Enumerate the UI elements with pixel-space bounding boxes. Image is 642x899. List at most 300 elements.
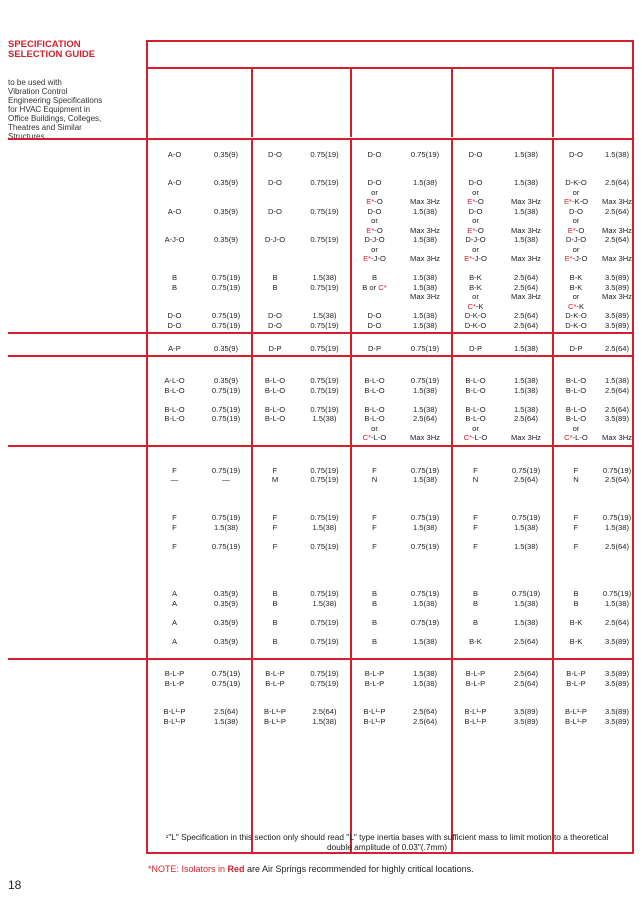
note-suffix: are Air Springs recommended for highly critical locations. (244, 864, 474, 874)
isolation-deflection: 1.5(38) (513, 343, 539, 353)
isolation-deflection: 3.5(89) (604, 414, 630, 423)
isolation-spec: A-P (168, 343, 181, 353)
column-divider (451, 138, 453, 854)
isolation-deflection: 2.5(64) (513, 320, 539, 330)
guide-desc-line: Theatres and Similar (8, 123, 82, 132)
isolation-spec: D-O (167, 320, 182, 330)
isolation-deflection: 0.75(19) (310, 617, 339, 627)
isolation-spec: D-P (268, 343, 282, 353)
isolation-spec: D-O (367, 149, 382, 159)
isolation-spec: D-O (268, 311, 282, 320)
isolation-spec: B-K (569, 636, 583, 646)
isolation-deflection: 1.5(38) (412, 598, 438, 608)
isolation-deflection: 1.5(38) (312, 716, 337, 726)
isolation-deflection: 0.75(19) (211, 311, 241, 320)
air-spring-mark: C* (463, 433, 473, 442)
isolation-spec: B-L-O (465, 385, 486, 395)
isolation-deflection: 1.5(38) (513, 178, 539, 187)
isolation-spec: D-O (167, 311, 182, 320)
isolation-deflection: 1.5(38) (412, 311, 438, 320)
isolation-deflection: 0.35(9) (213, 343, 239, 353)
isolation-deflection: 0.75(19) (602, 465, 632, 475)
isolation-deflection: 2.5(64) (412, 414, 438, 423)
isolation-spec: B (371, 598, 378, 608)
isolation-spec: D-O (468, 149, 483, 159)
isolation-deflection: Max 3Hz (602, 254, 632, 263)
isolation-spec: B (371, 636, 378, 646)
isolation-spec: B (371, 589, 378, 598)
isolation-spec: — (170, 475, 179, 484)
isolation-deflection: 1.5(38) (412, 636, 438, 646)
isolation-deflection: 1.5(38) (412, 404, 438, 414)
isolation-spec: D-K-O (565, 178, 587, 187)
isolation-deflection: 0.75(19) (310, 320, 339, 330)
isolation-spec: B-K (469, 273, 482, 282)
guide-title-line1: SPECIFICATION (8, 39, 81, 50)
column-divider (350, 67, 352, 137)
isolation-spec: C*-L-O (463, 433, 488, 442)
isolation-deflection: Max 3Hz (511, 433, 541, 442)
isolation-deflection: 0.75(19) (310, 669, 339, 678)
column-divider (451, 67, 453, 137)
isolation-spec: D-O (268, 206, 282, 216)
isolation-spec: B (371, 617, 378, 627)
isolation-deflection: 0.35(9) (213, 636, 239, 646)
isolation-spec: E*-O (467, 225, 484, 235)
isolation-deflection: 0.75(19) (211, 320, 241, 330)
isolation-deflection: 1.5(38) (513, 149, 539, 159)
isolation-deflection: 0.75(19) (211, 669, 241, 678)
isolation-deflection: 0.75(19) (410, 513, 440, 522)
isolation-deflection: 0.75(19) (310, 589, 339, 598)
air-spring-mark: E* (564, 254, 573, 263)
isolation-spec: D-O (268, 320, 282, 330)
isolation-deflection: 2.5(64) (604, 343, 630, 353)
isolation-spec: F (372, 513, 377, 522)
isolation-spec: E*-J-O (363, 254, 386, 263)
isolation-spec: B-L¹-P (565, 707, 587, 716)
isolation-spec: D-J-O (264, 235, 286, 244)
isolation-deflection: 0.35(9) (213, 598, 239, 608)
row-divider (8, 355, 634, 357)
isolation-spec: or (371, 423, 378, 433)
isolation-deflection: 0.75(19) (410, 617, 440, 627)
air-spring-mark: E* (363, 254, 372, 263)
isolation-spec: or (371, 216, 378, 225)
isolation-deflection: 1.5(38) (412, 235, 438, 244)
isolation-spec: B-K (469, 282, 482, 292)
isolation-deflection: 0.75(19) (410, 465, 440, 475)
isolation-spec: C*-K (567, 301, 585, 311)
isolation-spec: B-L-P (265, 678, 285, 688)
isolation-spec: or (572, 292, 580, 301)
isolation-deflection: 1.5(38) (412, 273, 438, 282)
isolation-deflection: Max 3Hz (602, 292, 632, 301)
isolation-spec: F (272, 522, 278, 532)
isolation-spec: F (372, 465, 377, 475)
isolation-deflection: 1.5(38) (513, 376, 539, 385)
isolation-spec: or (572, 423, 580, 433)
air-spring-mark: C* (467, 301, 476, 311)
isolation-spec: B-L-P (164, 678, 185, 688)
footnote: ¹"L" Specification in this section only should read "L" type inertia bases with sufficient mass to limit motion to a theoretical double amplitude of 0.03"(.7mm) (165, 832, 609, 852)
isolation-deflection: 3.5(89) (604, 273, 630, 282)
isolation-deflection: 2.5(64) (604, 235, 630, 244)
isolation-deflection: 2.5(64) (513, 273, 539, 282)
criteria-table (8, 40, 634, 854)
isolation-deflection: 0.75(19) (410, 589, 440, 598)
isolation-deflection: 3.5(89) (604, 716, 630, 726)
isolation-deflection: Max 3Hz (511, 292, 541, 301)
isolation-deflection: 1.5(38) (213, 522, 239, 532)
isolation-spec: B (272, 636, 278, 646)
isolation-spec: B-L-O (164, 385, 185, 395)
isolation-spec: B-L-O (164, 414, 185, 423)
isolation-spec: A (171, 589, 178, 598)
isolation-spec: B-L¹-P (163, 716, 186, 726)
isolation-spec: A-O (167, 178, 182, 187)
isolation-deflection: 1.5(38) (412, 282, 438, 292)
isolation-deflection: 1.5(38) (412, 522, 438, 532)
isolation-spec: B (472, 617, 479, 627)
isolation-deflection: 0.75(19) (310, 282, 339, 292)
isolation-deflection: 1.5(38) (604, 376, 630, 385)
isolation-spec: B-L-P (465, 678, 486, 688)
isolation-deflection: 0.35(9) (213, 376, 239, 385)
isolation-spec: A (171, 636, 178, 646)
isolation-deflection: 2.5(64) (513, 678, 539, 688)
isolation-spec: F (473, 465, 478, 475)
isolation-deflection: 3.5(89) (604, 282, 630, 292)
isolation-spec: C*-L-O (564, 433, 588, 442)
isolation-spec: or (572, 187, 580, 197)
note-prefix: *NOTE: Isolators in (148, 864, 228, 874)
isolation-deflection: 0.75(19) (211, 404, 241, 414)
isolation-spec: D-K-O (464, 320, 487, 330)
isolation-deflection: 0.75(19) (310, 385, 339, 395)
isolation-deflection: Max 3Hz (410, 197, 440, 206)
isolation-deflection: 0.75(19) (310, 513, 339, 522)
isolation-deflection: Max 3Hz (410, 225, 440, 235)
air-spring-mark: E* (567, 225, 576, 235)
isolation-spec: B (272, 598, 278, 608)
isolation-spec: D-K-O (565, 311, 587, 320)
isolation-spec: B-K (569, 282, 583, 292)
isolation-spec: F (473, 513, 478, 522)
isolation-deflection: 0.35(9) (213, 178, 239, 187)
isolation-deflection: 1.5(38) (513, 522, 539, 532)
isolation-spec: B-L-O (565, 376, 587, 385)
isolation-deflection: Max 3Hz (602, 433, 632, 442)
isolation-deflection: 0.75(19) (410, 343, 440, 353)
isolation-spec: B-L-P (164, 669, 185, 678)
isolation-spec: or (472, 216, 479, 225)
isolation-spec: D-O (569, 149, 583, 159)
isolation-deflection: 2.5(64) (604, 617, 630, 627)
isolation-spec: B-L-P (566, 669, 586, 678)
isolation-deflection: Max 3Hz (511, 197, 541, 206)
row-divider (148, 67, 634, 69)
isolation-deflection: 2.5(64) (513, 282, 539, 292)
isolation-spec: B (272, 617, 278, 627)
isolation-deflection: 0.75(19) (410, 541, 440, 551)
isolation-spec: B (472, 589, 479, 598)
isolation-spec: D-O (268, 149, 282, 159)
isolation-spec: or (472, 187, 479, 197)
isolation-deflection: 0.75(19) (211, 541, 241, 551)
isolation-deflection: 2.5(64) (312, 707, 337, 716)
isolation-spec: B-L¹-P (565, 716, 587, 726)
isolation-deflection: 1.5(38) (604, 149, 630, 159)
isolation-spec: A-J-O (164, 235, 185, 244)
isolation-spec: F (573, 513, 579, 522)
isolation-deflection: 0.75(19) (211, 282, 241, 292)
isolation-spec: F (573, 541, 579, 551)
isolation-spec: D-P (367, 343, 382, 353)
isolation-spec: B-L-O (364, 414, 385, 423)
isolation-spec: F (272, 541, 278, 551)
isolation-spec: E*-O (366, 197, 383, 206)
column-divider (552, 67, 554, 137)
row-divider (8, 445, 634, 447)
isolation-deflection: 0.75(19) (602, 513, 632, 522)
isolation-deflection: 0.75(19) (310, 343, 339, 353)
isolation-deflection: 2.5(64) (412, 707, 438, 716)
isolation-spec: D-J-O (364, 235, 385, 244)
isolation-spec: D-O (367, 178, 382, 187)
isolation-deflection: 3.5(89) (604, 636, 630, 646)
isolation-spec: F (573, 522, 579, 532)
isolation-deflection: 0.75(19) (310, 465, 339, 475)
isolation-spec: B-L¹-P (363, 707, 386, 716)
isolation-spec: F (172, 465, 177, 475)
isolation-deflection: 0.75(19) (410, 376, 440, 385)
isolation-deflection: 0.75(19) (511, 465, 541, 475)
isolation-spec: B-L-O (565, 404, 587, 414)
isolation-spec: B-L-O (264, 414, 286, 423)
isolation-deflection: 1.5(38) (312, 522, 337, 532)
isolation-deflection: 0.35(9) (213, 149, 239, 159)
isolation-deflection: 0.75(19) (310, 235, 339, 244)
isolation-deflection: 1.5(38) (412, 178, 438, 187)
isolation-deflection: 3.5(89) (604, 311, 630, 320)
isolation-deflection: 2.5(64) (604, 404, 630, 414)
isolation-spec: D-K-O (464, 311, 487, 320)
isolation-spec: C*-K (467, 301, 484, 311)
isolation-spec: B-L-O (465, 376, 486, 385)
isolation-deflection: 0.75(19) (511, 589, 541, 598)
isolation-deflection: 1.5(38) (513, 206, 539, 216)
guide-desc-line: Vibration Control (8, 87, 68, 96)
isolation-spec: B-L-P (265, 669, 285, 678)
isolation-spec: D-O (367, 311, 382, 320)
isolation-spec: B-L-O (164, 404, 185, 414)
isolation-deflection: 0.35(9) (213, 617, 239, 627)
air-spring-mark: E* (467, 225, 476, 235)
isolation-spec: B-L¹-P (464, 716, 487, 726)
isolation-deflection: 1.5(38) (412, 385, 438, 395)
isolation-spec: A-O (167, 206, 182, 216)
isolation-spec: D-P (569, 343, 583, 353)
isolation-deflection: 1.5(38) (513, 385, 539, 395)
isolation-spec: B (171, 282, 178, 292)
isolation-deflection: 0.75(19) (310, 178, 339, 187)
air-spring-mark: C* (378, 282, 387, 292)
isolation-deflection: 2.5(64) (412, 716, 438, 726)
isolation-spec: B (371, 273, 378, 282)
isolation-spec: B-K (469, 636, 482, 646)
isolation-spec: A (171, 617, 178, 627)
isolation-deflection: 1.5(38) (513, 617, 539, 627)
table-frame (146, 40, 634, 854)
isolation-deflection: 1.5(38) (604, 522, 630, 532)
isolation-spec: A-L-O (164, 376, 185, 385)
isolation-spec: D-O (569, 206, 583, 216)
isolation-spec: E*-K-O (563, 197, 589, 206)
isolation-deflection: 0.75(19) (310, 376, 339, 385)
isolation-deflection: 2.5(64) (513, 311, 539, 320)
isolation-deflection: 1.5(38) (513, 598, 539, 608)
isolation-spec: or (472, 292, 479, 301)
isolation-spec: B-L-P (465, 669, 486, 678)
isolation-spec: D-K-O (565, 320, 587, 330)
isolation-deflection: 2.5(64) (604, 385, 630, 395)
isolation-spec: D-O (268, 178, 282, 187)
isolation-deflection: 1.5(38) (312, 414, 337, 423)
isolation-deflection: 2.5(64) (213, 707, 239, 716)
isolation-deflection: 3.5(89) (513, 707, 539, 716)
isolation-spec: F (172, 513, 177, 522)
isolation-spec: or (371, 187, 378, 197)
isolation-deflection: 0.75(19) (310, 541, 339, 551)
isolation-spec: B-L-O (364, 385, 385, 395)
isolation-spec: N (371, 475, 378, 484)
isolation-deflection: 0.75(19) (310, 404, 339, 414)
isolation-spec: B-L¹-P (464, 707, 487, 716)
isolation-spec: or (572, 244, 580, 254)
isolation-deflection: 3.5(89) (604, 707, 630, 716)
isolation-deflection: 2.5(64) (513, 669, 539, 678)
isolation-deflection: 1.5(38) (513, 404, 539, 414)
isolation-spec: E*-O (366, 225, 383, 235)
air-spring-mark: E* (366, 225, 375, 235)
isolation-deflection: 0.75(19) (211, 414, 241, 423)
air-spring-mark: E* (467, 197, 476, 206)
isolation-spec: N (573, 475, 579, 484)
isolation-deflection: 3.5(89) (604, 320, 630, 330)
isolation-deflection: 0.35(9) (213, 235, 239, 244)
isolation-deflection: 0.75(19) (410, 149, 440, 159)
isolation-deflection: 2.5(64) (604, 475, 630, 484)
isolation-spec: E*-J-O (464, 254, 487, 263)
isolation-deflection: Max 3Hz (602, 225, 632, 235)
isolation-spec: F (372, 541, 377, 551)
isolation-deflection: 1.5(38) (412, 669, 438, 678)
isolation-spec: B-L-O (565, 414, 587, 423)
isolation-spec: F (573, 465, 579, 475)
isolation-spec: F (372, 522, 377, 532)
isolation-spec: F (272, 465, 278, 475)
isolation-spec: B or C* (362, 282, 387, 292)
isolation-spec: or (472, 244, 479, 254)
column-divider (552, 138, 554, 854)
isolation-deflection: 0.75(19) (310, 149, 339, 159)
isolation-spec: E*-O (467, 197, 484, 206)
isolation-deflection: 0.75(19) (511, 513, 541, 522)
isolation-spec: N (472, 475, 479, 484)
isolation-deflection: 0.75(19) (310, 206, 339, 216)
isolation-spec: A (171, 598, 178, 608)
isolation-deflection: 1.5(38) (312, 311, 337, 320)
isolation-deflection: Max 3Hz (511, 225, 541, 235)
isolation-deflection: 1.5(38) (412, 320, 438, 330)
isolation-spec: D-O (367, 320, 382, 330)
page-number: 18 (8, 878, 22, 892)
isolation-deflection: — (222, 475, 230, 484)
isolation-spec: A-O (167, 149, 182, 159)
isolation-spec: B-K (569, 617, 583, 627)
isolation-deflection: Max 3Hz (410, 433, 440, 442)
isolation-deflection: 0.35(9) (213, 206, 239, 216)
isolation-deflection: 2.5(64) (513, 475, 539, 484)
isolation-deflection: 0.75(19) (602, 589, 632, 598)
isolation-spec: or (472, 423, 479, 433)
isolation-spec: E*-J-O (564, 254, 588, 263)
isolation-deflection: Max 3Hz (410, 254, 440, 263)
isolation-spec: B-L-O (465, 404, 486, 414)
isolation-spec: B-L¹-P (363, 716, 386, 726)
guide-desc-line: to be used with (8, 78, 62, 87)
isolation-spec: F (473, 522, 478, 532)
air-spring-mark: E* (366, 197, 375, 206)
isolation-deflection: 0.75(19) (310, 678, 339, 688)
column-divider (350, 138, 352, 854)
isolation-spec: B-L-O (264, 385, 286, 395)
isolation-deflection: Max 3Hz (410, 292, 440, 301)
isolation-spec: F (172, 541, 177, 551)
isolation-spec: B-K (569, 273, 583, 282)
air-spring-mark: C* (567, 301, 577, 311)
isolation-spec: F (473, 541, 478, 551)
isolation-spec: D-P (468, 343, 483, 353)
isolation-spec: D-O (468, 206, 483, 216)
isolation-deflection: 2.5(64) (513, 414, 539, 423)
isolation-spec: B-L¹-P (264, 707, 286, 716)
guide-desc-line: for HVAC Equipment in (8, 105, 91, 114)
isolation-spec: B (573, 589, 579, 598)
isolation-spec: B (272, 282, 278, 292)
isolation-spec: B (472, 598, 479, 608)
isolation-deflection: 2.5(64) (604, 541, 630, 551)
isolation-deflection: 0.75(19) (211, 385, 241, 395)
air-spring-mark: C* (564, 433, 573, 442)
row-divider (8, 658, 634, 660)
isolation-deflection: Max 3Hz (602, 197, 632, 206)
isolation-spec: B (171, 273, 178, 282)
isolation-spec: B-L¹-P (264, 716, 286, 726)
isolation-spec: B-L-O (364, 404, 385, 414)
isolation-deflection: 2.5(64) (604, 178, 630, 187)
isolation-spec: F (172, 522, 177, 532)
isolation-spec: B-L-P (566, 678, 586, 688)
isolation-spec: D-J-O (465, 235, 486, 244)
isolation-deflection: 3.5(89) (604, 678, 630, 688)
isolation-deflection: 0.75(19) (211, 678, 241, 688)
isolation-spec: C*-L-O (362, 433, 387, 442)
isolation-spec: B (272, 273, 278, 282)
row-divider (8, 332, 634, 334)
isolation-spec: E*-O (567, 225, 585, 235)
